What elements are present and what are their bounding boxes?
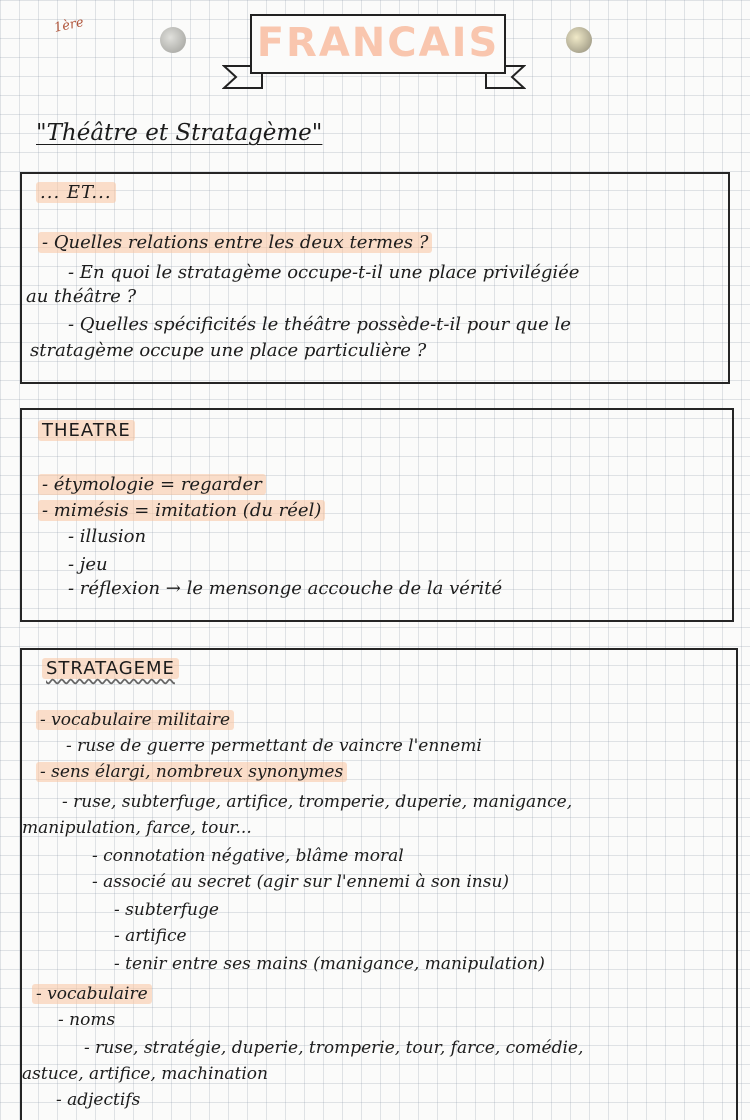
class-tag: 1ère — [52, 15, 86, 36]
theatre-line — [38, 500, 325, 521]
problem-line: - En quoi le stratagème occupe-t-il une place privilégiée — [68, 262, 580, 283]
theatre-line: - réflexion → le mensonge accouche de la vérité — [68, 578, 503, 599]
stratageme-line — [36, 710, 234, 730]
problem-line-text: - Quelles relations entre les deux termes ? — [38, 232, 432, 253]
problem-line: - Quelles spécificités le théâtre possède-t-il pour que le — [68, 314, 571, 335]
stratageme-line: - ruse, stratégie, duperie, tromperie, tour, farce, comédie, — [84, 1038, 584, 1058]
subject-title: FRANCAIS — [256, 20, 500, 66]
theatre-line: - illusion — [68, 526, 147, 547]
stratageme-line: - artifice — [114, 926, 187, 946]
theatre-section-title — [38, 420, 135, 441]
stratageme-line-text: - sens élargi, nombreux synonymes — [36, 762, 347, 782]
problem-line: stratagème occupe une place particulière ? — [30, 340, 427, 361]
problem-line — [38, 232, 432, 253]
stratageme-line: manipulation, farce, tour... — [22, 818, 252, 838]
theatre-line: - jeu — [68, 554, 108, 575]
stratageme-line: - subterfuge — [114, 900, 219, 920]
chapter-title — [36, 120, 322, 146]
chapter-title-text: "Théâtre et Stratagème" — [36, 120, 323, 146]
theatre-title-text: THEATRE — [38, 420, 135, 441]
stratageme-section — [20, 648, 738, 1120]
stratageme-line: - ruse, subterfuge, artifice, tromperie, duperie, manigance, — [62, 792, 573, 812]
stratageme-section-title — [42, 658, 179, 679]
stratageme-line: - connotation négative, blâme moral — [92, 846, 404, 866]
stratageme-line: - noms — [58, 1010, 116, 1030]
stratageme-line-text: - vocabulaire militaire — [36, 710, 234, 730]
stratageme-line — [36, 762, 347, 782]
theatre-section — [20, 408, 734, 622]
stratageme-line-text: - vocabulaire — [32, 984, 152, 1004]
subject-banner — [250, 14, 506, 74]
problem-title-text: ... ET... — [36, 182, 116, 203]
stratageme-line: - tenir entre ses mains (manigance, manipulation) — [114, 954, 545, 974]
binder-hole-left — [160, 27, 186, 53]
problem-section — [20, 172, 730, 384]
stratageme-line — [32, 984, 152, 1004]
binder-hole-right — [566, 27, 592, 53]
problem-line: au théâtre ? — [26, 286, 137, 307]
theatre-line-text: - étymologie = regarder — [38, 474, 266, 495]
stratageme-line: - ruse de guerre permettant de vaincre l'ennemi — [66, 736, 482, 756]
theatre-line-text: - mimésis = imitation (du réel) — [38, 500, 325, 521]
theatre-line — [38, 474, 266, 495]
stratageme-line: astuce, artifice, machination — [22, 1064, 268, 1084]
stratageme-line: - associé au secret (agir sur l'ennemi à son insu) — [92, 872, 510, 892]
problem-section-title — [36, 182, 116, 203]
stratageme-title-text: STRATAGEME — [42, 658, 179, 679]
stratageme-line: - adjectifs — [56, 1090, 141, 1110]
